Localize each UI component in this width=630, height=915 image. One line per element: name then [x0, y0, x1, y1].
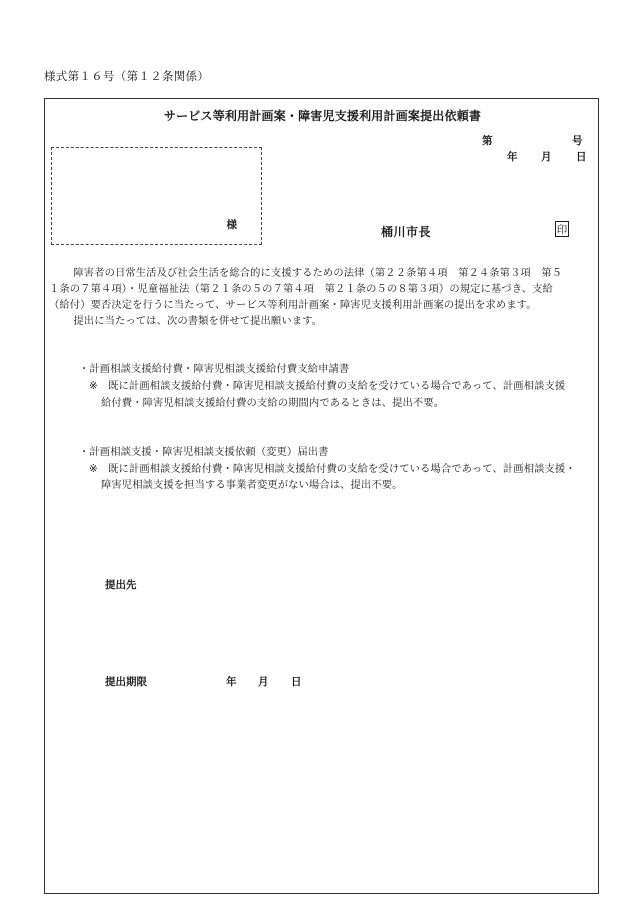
item-2-note-line-2: 障害児相談支援を担当する事業者変更がない場合は、提出不要。: [101, 479, 403, 491]
deadline-day-label: 日: [291, 676, 302, 688]
addressee-honorific: 様: [226, 219, 237, 231]
date-day-label: 日: [576, 151, 587, 163]
item-1-note-line-1: ※ 既に計画相談支援給付費・障害児相談支援給付費の支給を受けている場合であって、計画相談支援: [89, 380, 566, 392]
item-1-title: ・計画相談支援給付費・障害児相談支援給付費支給申請書: [79, 363, 350, 375]
destination-label: 提出先: [105, 579, 137, 591]
item-1-note-line-2: 給付費・障害児相談支援給付費の支給の期間内であるときは、提出不要。: [101, 397, 445, 409]
document-title: サービス等利用計画案・障害児支援利用計画案提出依頼書: [163, 109, 482, 123]
deadline-month-label: 月: [258, 676, 269, 688]
item-2-note-line-1: ※ 既に計画相談支援給付費・障害児相談支援給付費の支給を受けている場合であって、計画相談支援・: [89, 463, 576, 475]
body-line-4: 提出に当たっては、次の書類を併せて提出願います。: [63, 315, 323, 327]
addressee-box: [51, 147, 262, 245]
doc-number-suffix: 号: [572, 135, 583, 147]
issuer-name: 桶川市長: [381, 225, 432, 239]
doc-number-prefix: 第: [482, 135, 493, 147]
form-frame: [44, 98, 599, 894]
form-number: 様式第１６号（第１２条関係）: [44, 69, 210, 83]
seal-mark: 印: [555, 221, 569, 237]
body-line-1: 障害者の日常生活及び社会生活を総合的に支援するための法律（第２２条第４項 第２４条第３項 第５: [63, 267, 563, 279]
deadline-year-label: 年: [226, 676, 237, 688]
date-month-label: 月: [541, 151, 552, 163]
body-line-2: １条の７第４項）・児童福祉法（第２１条の５の７第４項 第２１条の５の８第３項）の規定に基づき、支給: [49, 283, 553, 295]
date-year-label: 年: [507, 151, 518, 163]
body-line-3: （給付）要否決定を行うに当たって、サービス等利用計画案・障害児支援利用計画案の提出を求めます。: [49, 299, 537, 311]
item-2-title: ・計画相談支援・障害児相談支援依頼（変更）届出書: [79, 446, 329, 458]
deadline-label: 提出期限: [105, 676, 147, 688]
